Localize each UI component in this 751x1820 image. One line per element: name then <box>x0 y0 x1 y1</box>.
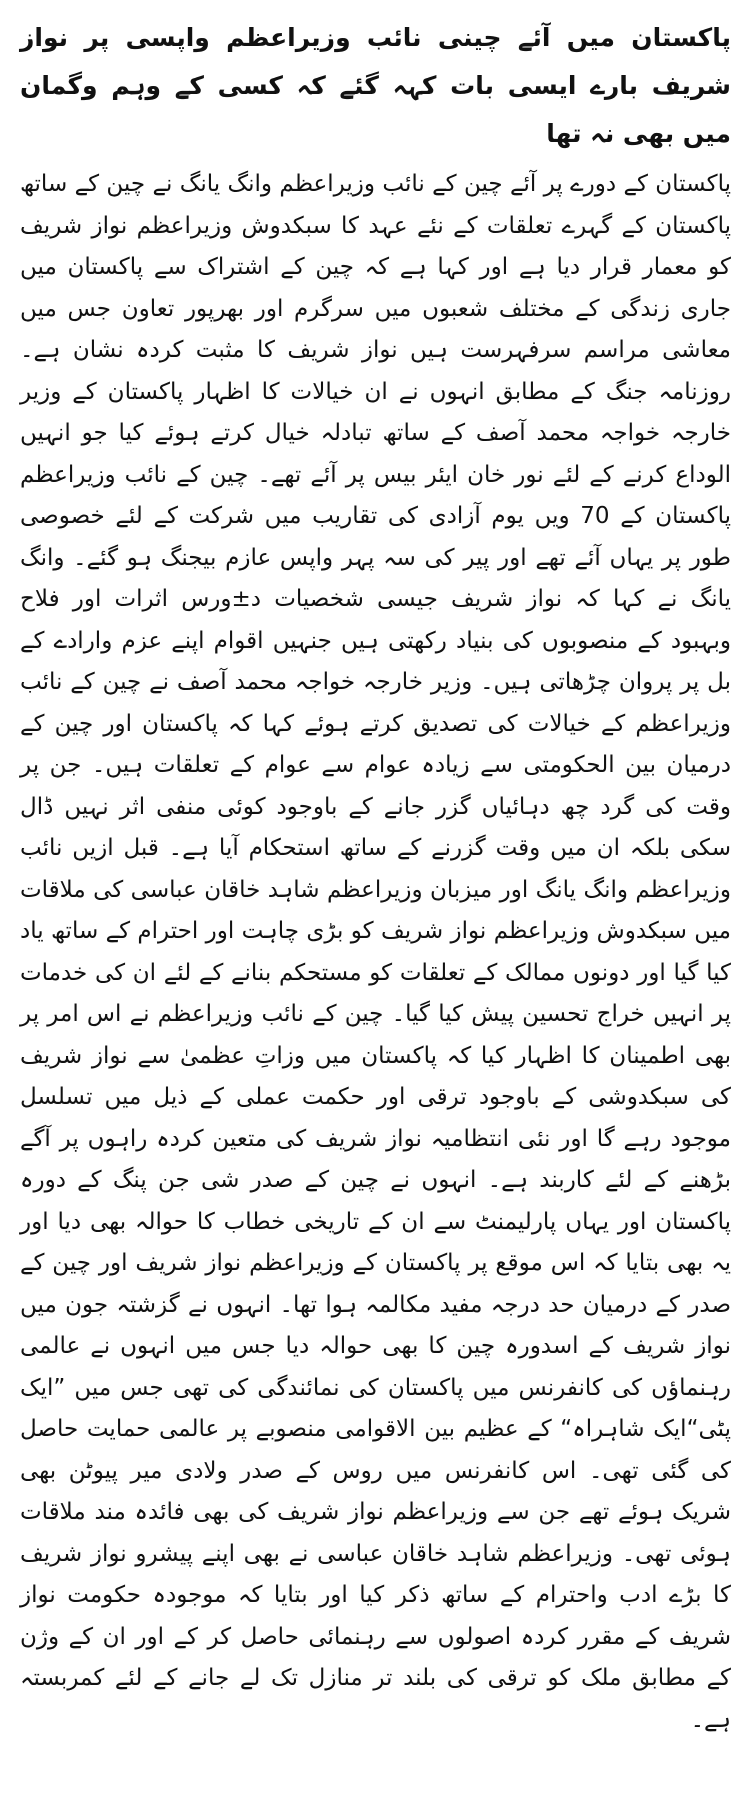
article-paragraph: پاکستان کے دورے پر آئے چین کے نائب وزیراعظم وانگ یانگ نے چین کے ساتھ پاکستان کے گہرے تعلقات کے نئے عہد کا سبکدوش وزیراعظم نواز شریف کو معمار قرار دیا ہے اور کہا ہے کہ چین کے اشتراک سے پاکستان میں جاری زندگی کے مختلف شعبوں میں سرگرم اور بھرپور تعاون جس میں معاشی مراسم سرفہرست ہیں نواز شریف کا مثبت کردہ نشان ہے۔ روزنامہ جنگ کے مطابق انہوں نے ان خیالات کا اظہار پاکستان کے وزیر خارجہ خواجہ محمد آصف کے ساتھ تبادلہ خیال کرتے ہوئے کیا جو انہیں الوداع کرنے کے لئے نور خان ایئر بیس پر آئے تھے۔ چین کے نائب وزیراعظم پاکستان کے 70 ویں یوم آزادی کی تقاریب میں شرکت کے لئے خصوصی طور پر یہاں آئے تھے اور پیر کی سہ پہر واپس عازم بیجنگ ہو گئے۔ وانگ یانگ نے کہا کہ نواز شریف جیسی شخصیات د±ورس اثرات اور فلاح وبہبود کے منصوبوں کی بنیاد رکھتی ہیں جنہیں اقوام اپنے عزم وارادے کے بل پر پروان چڑھاتی ہیں۔ وزیر خارجہ خواجہ محمد آصف نے چین کے نائب وزیراعظم کے خیالات کی تصدیق کرتے ہوئے کہا کہ پاکستان اور چین کے درمیان بین الحکومتی سے زیادہ عوام سے عوام کے تعلقات ہیں۔ جن پر وقت کی گرد چھ دہائیاں گزر جانے کے باوجود کوئی منفی اثر نہیں ڈال سکی بلکہ ان میں وقت گزرنے کے ساتھ استحکام آیا ہے۔ قبل ازیں نائب وزیراعظم وانگ یانگ اور میزبان وزیراعظم شاہد خاقان عباسی کی ملاقات میں سبکدوش وزیراعظم نواز شریف کو بڑی چاہت اور احترام کے ساتھ یاد کیا گیا اور دونوں ممالک کے تعلقات کو مستحکم بنانے کے لئے ان کی خدمات پر انہیں خراج تحسین پیش کیا گیا۔ چین کے نائب وزیراعظم نے اس امر پر بھی اطمینان کا اظہار کیا کہ پاکستان میں وزاتِ عظمیٰ سے نواز شریف کی سبکدوشی کے باوجود ترقی اور حکمت عملی کے ذیل میں تسلسل موجود رہے گا اور نئی انتظامیہ نواز شریف کی متعین کردہ راہوں پر آگے بڑھنے کے لئے کاربند ہے۔ انہوں نے چین کے صدر شی جن پنگ کے دورہ پاکستان اور یہاں پارلیمنٹ سے ان کے تاریخی خطاب کا حوالہ بھی دیا اور یہ بھی بتایا کہ اس موقع پر پاکستان کے وزیراعظم نواز شریف اور چین کے صدر کے درمیان حد درجہ مفید مکالمہ ہوا تھا۔ انہوں نے گزشتہ جون میں نواز شریف کے اسدورہ چین کا بھی حوالہ دیا جس میں انہوں نے عالمی رہنماؤں کی کانفرنس میں پاکستان کی نمائندگی کی تھی جس میں ”ایک پٹی“ایک شاہراہ“ کے عظیم بین الاقوامی منصوبے پر عالمی حمایت حاصل کی گئی تھی۔ اس کانفرنس میں روس کے صدر ولادی میر پیوٹن بھی شریک ہوئے تھے جن سے وزیراعظم نواز شریف کی بھی فائدہ مند ملاقات ہوئی تھی۔ وزیراعظم شاہد خاقان عباسی نے بھی اپنے پیشرو نواز شریف کا بڑے ادب واحترام کے ساتھ ذکر کیا اور بتایا کہ موجودہ حکومت نواز شریف کے مقرر کردہ اصولوں سے رہنمائی حاصل کر کے اور ان کے وژن کے مطابق ملک کو ترقی کی بلند تر منازل تک لے جانے کے لئے کمربستہ ہے۔ <box>20 171 732 1733</box>
article-headline: پاکستان میں آئے چینی نائب وزیراعظم واپسی پر نواز شریف بارے ایسی بات کہہ گئے کہ کسی کے وہم وگمان میں بھی نہ تھا <box>20 23 731 148</box>
article-body <box>20 164 731 1741</box>
